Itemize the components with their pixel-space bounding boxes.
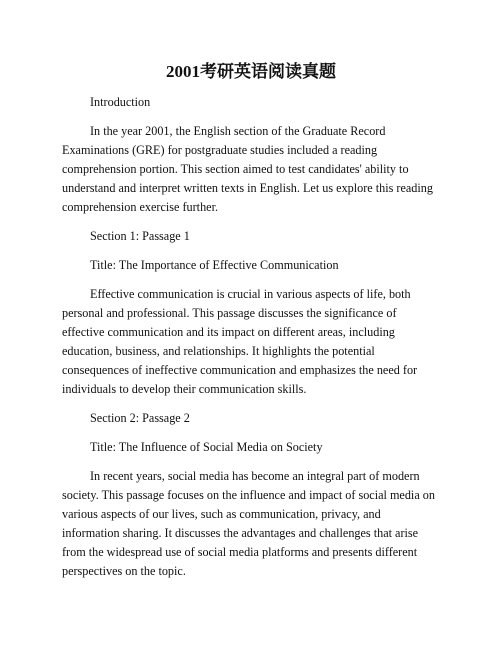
section-heading-introduction: Introduction: [90, 95, 151, 109]
section-heading-passage-2: Section 2: Passage 2: [90, 411, 190, 425]
intro-paragraph: In the year 2001, the English section of the Graduate Record Examinations (GRE) for postgraduate studies included a reading comprehension portion. This section aimed to test candidates' ability to understand and interpret written texts in English. Let us explore this reading comprehension exercise further.: [62, 124, 433, 214]
section-heading-passage-1: Section 1: Passage 1: [90, 229, 190, 243]
passage-1-title: Title: The Importance of Effective Communication: [90, 258, 339, 272]
page-title: 2001考研英语阅读真题: [166, 62, 336, 81]
passage-2-title: Title: The Influence of Social Media on Society: [90, 440, 323, 454]
document-body: [62, 93, 440, 591]
passage-1-paragraph: Effective communication is crucial in various aspects of life, both personal and professional. This passage discusses the significance of effective communication and its impact on different areas, including education, business, and relationships. It highlights the potential consequences of ineffective communication and emphasizes the need for individuals to develop their communication skills.: [62, 287, 418, 396]
passage-2-paragraph: In recent years, social media has become an integral part of modern society. This passage focuses on the influence and impact of social media on various aspects of our lives, such as communication, privacy, and information sharing. It discusses the advantages and challenges that arise from the widespread use of social media platforms and presents different perspectives on the topic.: [62, 469, 435, 578]
